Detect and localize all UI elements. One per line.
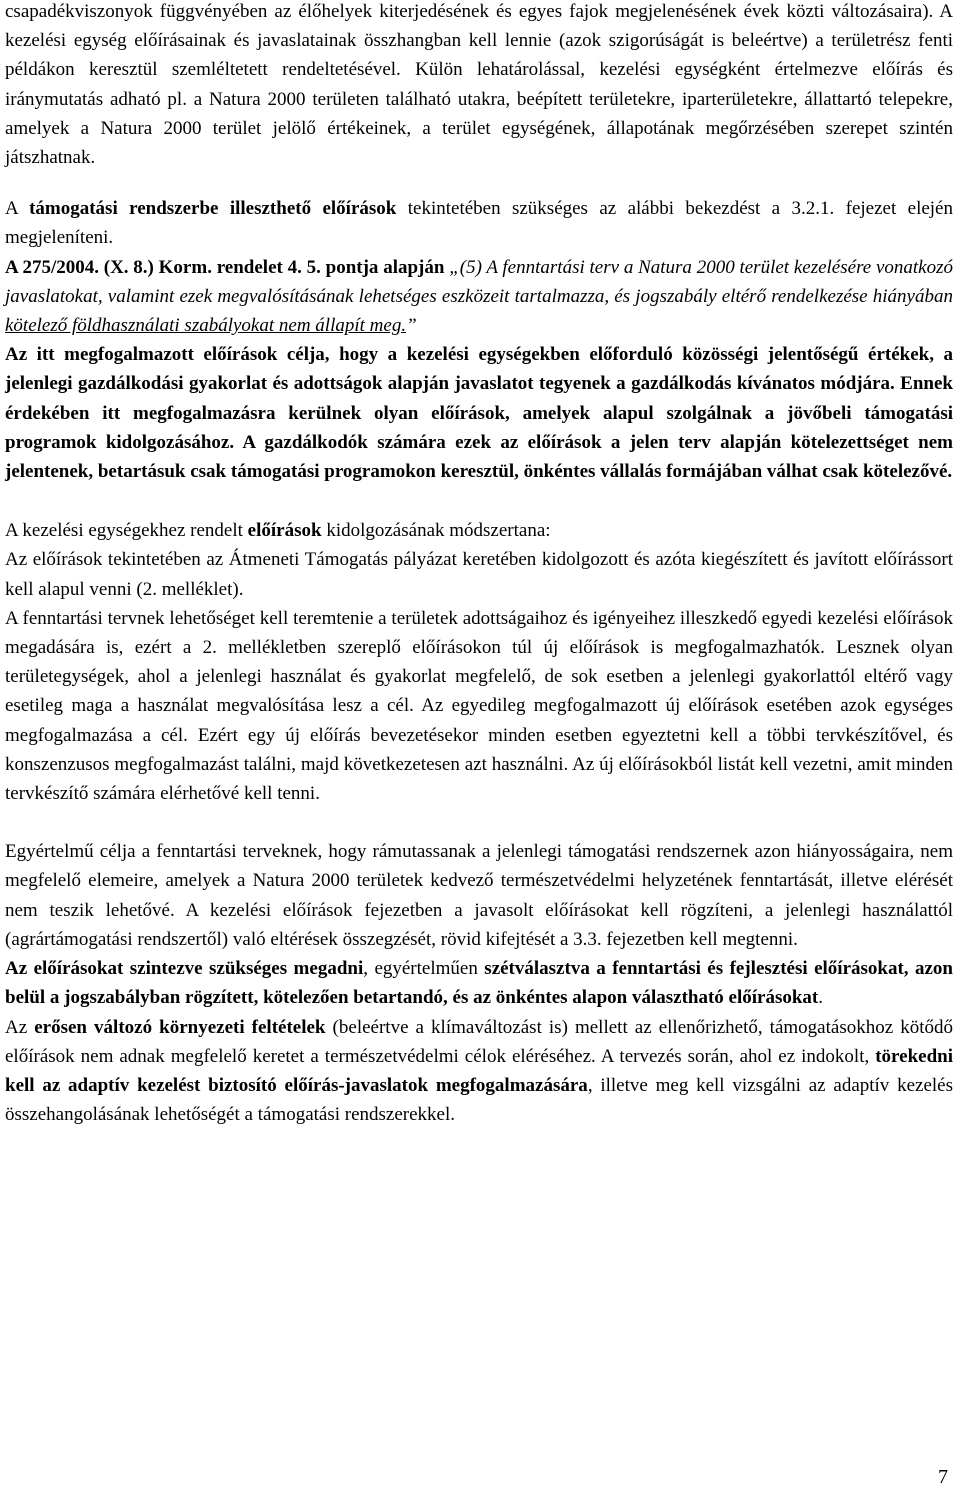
text-run: tekintetében szükséges az alábbi bekezdést a 3.2.1. fejezet elején megjeleníteni. xyxy=(5,198,953,249)
italic-run: „(5) A fenntartási terv a Natura 2000 terület kezelésére vonatkozó javaslatokat, valamint ezek megvalósításának lehetséges eszközeit tartalmazza, és jogszabály eltérő rendelkezése hiányában xyxy=(5,256,953,307)
bold-run: szétválasztva a fenntartási és fejlesztési előírásokat, azon belül a jogszabályban rögzített, kötelezően betartandó, és az önkéntes alapon választható előírásokat xyxy=(5,958,953,1009)
bold-run: előírások xyxy=(247,520,322,542)
paragraph-text: csapadékviszonyok függvényében az élőhelyek kiterjedésének és egyes fajok megjelenésének évek közti változásaira). A kezelési egység előírásainak és javaslatainak összhangban kell lennie (azok szigorúságát is beleértve) a területrész fenti példákon keresztül szemléltetett rendeltetésével. Külön lehatárolással, kezelési egységként értelmezve előírás és iránymutatás adható pl. a Natura 2000 területen található utakra, beépített területekre, iparterületekre, állattartó telepekre, amelyek a Natura 2000 terület jelölő értékeinek, a terület egységének, állapotának megőrzésében szerepet szintén játszhatnak. xyxy=(5,1,953,169)
text-run: , illetve meg kell vizsgálni az adaptív kezelés összehangolásának lehetőségét a támogatási rendszerekkel. xyxy=(5,1074,953,1126)
page-number: 7 xyxy=(938,1466,948,1488)
document-page xyxy=(5,0,953,1129)
text-run: A fenntartási tervnek lehetőséget kell teremtenie a területek adottságaihoz és igényeihez illeszkedő egyedi kezelési előírások megadására is, ezért a 2. mellékletben szereplő előírásokon túl új előírások is megfogalmazhatók. Lesznek olyan területegységek, ahol a jelenlegi használat és gyakorlat megfelelő, de sok esetben a jelenlegi gyakorlattól eltérő vagy esetileg maga a használat megvalósítása lesz a cél. Az egyedileg megfogalmazott új előírások esetében azok egységes megfogalmazása a cél. Ezért egy új előírás bevezetésekor minden esetben egyeztetni kell a többi tervkészítővel, és konszenzusos megfogalmazást találni, majd következetesen azt használni. Az új előírásokból listát kell vezetni, amit minden tervkészítő számára elérhetővé kell tenni. xyxy=(5,607,953,805)
paragraph-new-prescriptions xyxy=(5,604,953,808)
text-run: Az xyxy=(5,1016,35,1038)
text-run: A xyxy=(5,198,30,220)
paragraph-aim xyxy=(5,340,953,486)
paragraph-adaptive xyxy=(5,1013,953,1130)
paragraph-natura-units xyxy=(5,0,953,172)
text-run: Az előírások tekintetében az Átmeneti Támogatás pályázat keretében kidolgozott és azóta kiegészített és javított előírássort kell alapul venni (2. melléklet). xyxy=(5,549,953,600)
text-run: . xyxy=(818,987,824,1009)
paragraph-objectives xyxy=(5,837,953,954)
bold-run: Az itt megfogalmazott előírások célja, hogy a kezelési egységekben előforduló közösségi jelentőségű értékek, a jelenlegi gazdálkodási gyakorlat és adottságok alapján javaslatot tegyenek a gazdálkodás kívánatos módjára. Ennek érdekében itt megfogalmazásra kerülnek olyan előírások, amelyek alapul szolgálnak a jövőbeli támogatási programok kidolgozásához. A gazdálkodók számára ezek az előírások a jelen terv alapján kötelezettséget nem jelentenek, betartásuk csak támogatási programokon keresztül, önkéntes vállalás formájában válhat csak kötelezővé. xyxy=(5,344,953,483)
text-run: Egyértelmű célja a fenntartási terveknek, hogy rámutassanak a jelenlegi támogatási rendszernek azon hiányosságaira, nem megfelelő elemeire, amelyek a Natura 2000 területek kedvező természetvédelmi helyzetének fenntartását, illetve elérését nem teszik lehetővé. A kezelési előírások fejezetben a javasolt előírásokat kell rögzíteni, a jelenlegi használattól (agrártámogatási rendszertől) való eltérések összegzését, rövid kifejtését a 3.3. fejezetben kell megtenni. xyxy=(5,841,953,950)
text-run: , egyértelműen xyxy=(363,958,485,980)
text-run: A kezelési egységekhez rendelt xyxy=(5,520,248,542)
italic-run: ” xyxy=(406,315,417,337)
bold-run: erősen változó környezeti feltételek xyxy=(34,1016,326,1038)
paragraph-support-system xyxy=(5,194,953,252)
paragraph-levels xyxy=(5,954,953,1012)
paragraph-methodology xyxy=(5,516,953,545)
underlined-run: kötelező földhasználati szabályokat nem állapít meg. xyxy=(5,315,407,337)
bold-run: törekedni kell az adaptív kezelést biztosító előírás-javaslatok megfogalmazására xyxy=(5,1045,953,1096)
bold-run: támogatási rendszerbe illeszthető előírások xyxy=(29,198,397,220)
paragraph-decree xyxy=(5,253,953,341)
text-run: (beleértve a klímaváltozást is) mellett az ellenőrizhető, támogatásokhoz kötődő előírások nem adnak megfelelő keretet a természetvédelmi célok eléréséhez. A tervezés során, ahol ez indokolt, xyxy=(5,1016,953,1067)
bold-run: Az előírásokat szintezve szükséges megadni xyxy=(5,958,364,980)
bold-run: A 275/2004. (X. 8.) Korm. rendelet 4. 5. pontja alapján xyxy=(5,256,445,278)
text-run: kidolgozásának módszertana: xyxy=(321,520,551,542)
paragraph-transitional-support xyxy=(5,545,953,603)
